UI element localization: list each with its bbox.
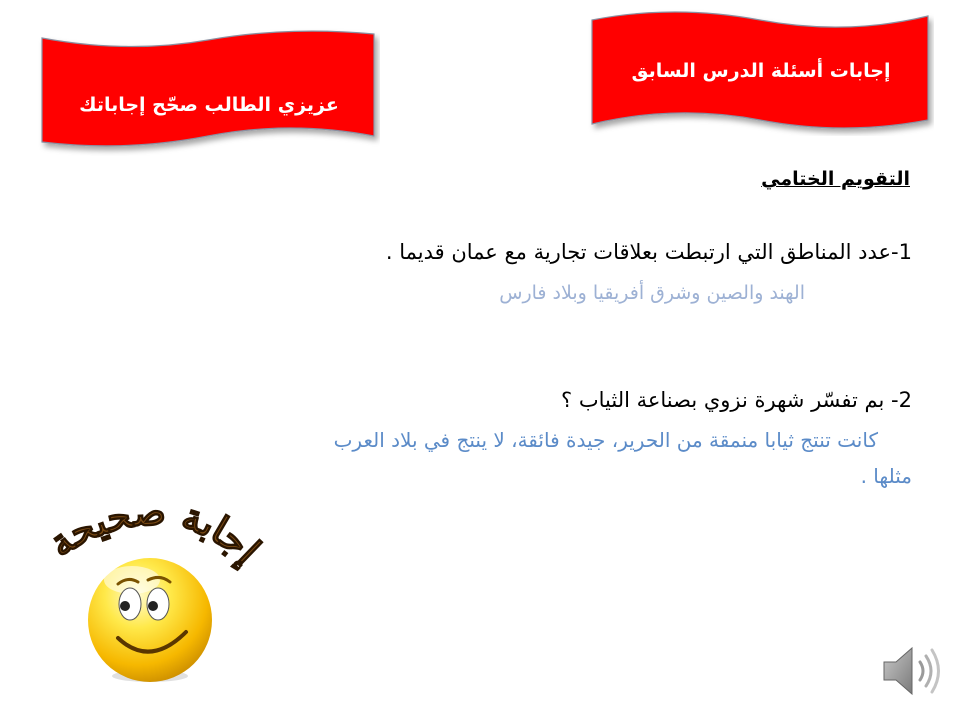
answer-2-line-1: كانت تنتج ثيابا منمقة من الحرير، جيدة فائقة، لا ينتج في بلاد العرب	[333, 428, 878, 452]
banner-shape	[38, 24, 380, 156]
smiley-face-icon	[10, 500, 290, 710]
banner-title: إجابات أسئلة الدرس السابق	[631, 60, 891, 82]
speaker-icon[interactable]	[878, 638, 942, 702]
banner-title: عزيزي الطالب صحّح إجاباتك	[79, 94, 339, 116]
question-2: 2- بم تفسّر شهرة نزوي بصناعة الثياب ؟	[561, 388, 912, 412]
section-title: التقويم الختامي	[761, 168, 910, 190]
sticker-caption: إجابة صحيحة	[39, 500, 270, 573]
lesson-answers-banner	[588, 8, 934, 136]
question-1: 1-عدد المناطق التي ارتبطت بعلاقات تجارية مع عمان قديما .	[385, 240, 912, 264]
correct-your-answers-banner	[38, 24, 380, 156]
answer-2-line-2: مثلها .	[860, 464, 912, 488]
speaker-icon-graphic	[878, 638, 942, 702]
correct-answer-sticker	[10, 500, 290, 710]
answer-1: الهند والصين وشرق أفريقيا وبلاد فارس	[499, 282, 805, 304]
